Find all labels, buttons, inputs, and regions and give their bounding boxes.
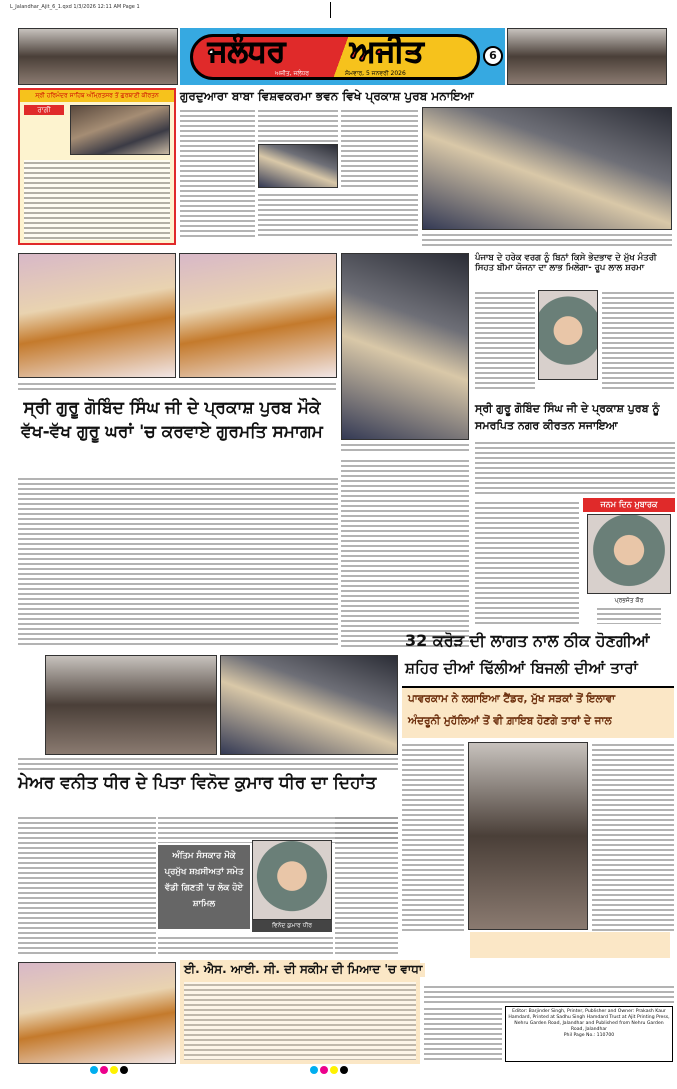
story6-headline: ਮੇਅਰ ਵਨੀਤ ਧੀਰ ਦੇ ਪਿਤਾ ਵਿਨੋਦ ਕੁਮਾਰ ਧੀਰ ਦਾ ਦਿਹਾਂਤ — [18, 773, 377, 793]
birthday-box — [583, 498, 675, 628]
story6-pullquote: ਅੰਤਿਮ ਸੰਸਕਾਰ ਮੌਕੇ ਪ੍ਰਮੁੱਖ ਸ਼ਖ਼ਸੀਅਤਾਂ ਸਮੇਤ ਵੱਡੀ ਗਿਣਤੀ 'ਚ ਲੋਕ ਹੋਏ ਸ਼ਾਮਿਲ — [158, 845, 250, 929]
print-meta: L_Jalandhar_Ajit_6_1.qxd 1/3/2026 12:11 AM Page 1 — [10, 4, 140, 10]
page-number: 6 — [483, 46, 503, 66]
masthead-date: ਸੋਮਵਾਰ, 5 ਜਨਵਰੀ 2026 — [345, 70, 406, 77]
story5-headline-line1: 32 ਕਰੋੜ ਦੀ ਲਾਗਤ ਨਾਲ ਠੀਕ ਹੋਣਗੀਆਂ — [405, 631, 650, 650]
registration-mark — [330, 2, 354, 18]
story1-photo — [258, 144, 338, 188]
highlight-box — [470, 932, 670, 958]
birthday-title: ਜਨਮ ਦਿਨ ਮੁਬਾਰਕ — [583, 498, 675, 512]
story7-box — [180, 960, 423, 1064]
story2-headline: ਸ੍ਰੀ ਗੁਰੂ ਗੋਬਿੰਦ ਸਿੰਘ ਜੀ ਦੇ ਪ੍ਰਕਾਸ਼ ਪੁਰਬ ਮੌਕੇ ਵੱਖ-ਵੱਖ ਗੁਰੂ ਘਰਾਂ 'ਚ ਕਰਵਾਏ ਗੁਰਮਤਿ ਸਮਾਗਮ — [8, 396, 336, 444]
masthead-photo-right — [507, 28, 667, 85]
masthead-title-right: ਅਜੀਤ — [350, 34, 424, 69]
kirtan-box — [18, 88, 176, 245]
gurmat-photo-2 — [179, 253, 337, 378]
story5-headline-line2: ਸ਼ਹਿਰ ਦੀਆਂ ਢਿੱਲੀਆਂ ਬਿਜਲੀ ਦੀਆਂ ਤਾਰਾਂ — [405, 659, 638, 677]
masthead-sub: ਅਜੀਤ, ਜਲੰਧਰ — [275, 70, 310, 77]
imprint-box — [505, 1006, 673, 1062]
golden-temple-photo — [70, 105, 170, 155]
color-registration-bar-2 — [310, 1066, 348, 1074]
masthead-title-left: ਜਲੰਧਰ — [208, 34, 286, 69]
story3-headline: ਪੰਜਾਬ ਦੇ ਹਰੇਕ ਵਰਗ ਨੂੰ ਬਿਨਾਂ ਕਿਸੇ ਭੇਦਭਾਵ ਦੇ ਮੁੱਖ ਮੰਤਰੀ ਸਿਹਤ ਬੀਮਾ ਯੋਜਨਾ ਦਾ ਲਾਭ ਮਿਲੇਗਾ- ਰੂਪ ਲਾਲ ਸ਼ਰਮਾ — [475, 253, 657, 273]
vinod-dhir-photo — [252, 840, 332, 920]
story5-sub-line1: ਪਾਵਰਕਾਮ ਨੇ ਲਗਾਇਆ ਟੈਂਡਰ, ਮੁੱਖ ਸੜਕਾਂ ਤੋਂ ਇਲਾਵਾ — [408, 693, 616, 705]
masthead-photo-left — [18, 28, 178, 85]
vinod-dhir-caption: ਵਿਨੋਦ ਕੁਮਾਰ ਧੀਰ — [252, 920, 332, 932]
masthead — [180, 28, 505, 85]
kirtan-photo — [18, 962, 176, 1064]
story1-headline: ਗੁਰਦੁਆਰਾ ਬਾਬਾ ਵਿਸ਼ਵਕਰਮਾ ਭਵਨ ਵਿਖੇ ਪ੍ਰਕਾਸ਼ ਪੁਰਬ ਮਨਾਇਆ — [180, 89, 474, 103]
imprint-text: Editor: Barjinder Singh, Printer, Publisher and Owner: Prakash Kaur Hamdard, Printed at Sadhu Singh Hamdard Trust at Ajit Printing Press, Nehru Garden Road, Jalandhar and Published from Nehru Garden Road, Jalandhar — [508, 1009, 670, 1032]
birthday-photo — [587, 514, 671, 594]
kirtan-box-title: ਸ੍ਰੀ ਹਰਿਮੰਦਰ ਸਾਹਿਬ ਅੰਮ੍ਰਿਤਸਰ ਤੋਂ ਗੁਰਬਾਣੀ ਕੀਰਤਨ — [20, 90, 174, 102]
power-wires-photo — [468, 742, 588, 930]
gurmat-photo-1 — [18, 253, 176, 378]
gurmat-photo-3 — [341, 253, 469, 440]
imprint-page-no: Phil Page No.: 110700 — [563, 1033, 615, 1038]
story3-photo — [538, 290, 598, 380]
story1-main-photo — [422, 107, 672, 230]
story4-headline: ਸ੍ਰੀ ਗੁਰੂ ਗੋਬਿੰਦ ਸਿੰਘ ਜੀ ਦੇ ਪ੍ਰਕਾਸ਼ ਪੁਰਬ ਨੂੰ ਸਮਰਪਿਤ ਨਗਰ ਕੀਰਤਨ ਸਜਾਇਆ — [475, 402, 660, 432]
story5-sub-line2: ਅੰਦਰੂਨੀ ਮੁਹੱਲਿਆਂ ਤੋਂ ਵੀ ਗ਼ਾਇਬ ਹੋਣਗੇ ਤਾਰਾਂ ਦੇ ਜਾਲ — [408, 715, 612, 727]
story7-headline: ਈ. ਐਸ. ਆਈ. ਸੀ. ਦੀ ਸਕੀਮ ਦੀ ਮਿਆਦ 'ਚ ਵਾਧਾ — [184, 963, 425, 977]
funeral-photo-1 — [45, 655, 217, 755]
funeral-photo-2 — [220, 655, 398, 755]
color-registration-bar — [90, 1066, 128, 1074]
kirtan-box-label: ਰਾਗੀ — [24, 105, 64, 115]
birthday-caption: ਪ੍ਰਭਜੋਤ ਕੌਰ — [614, 597, 644, 604]
story5-subheadline-box — [402, 686, 674, 738]
